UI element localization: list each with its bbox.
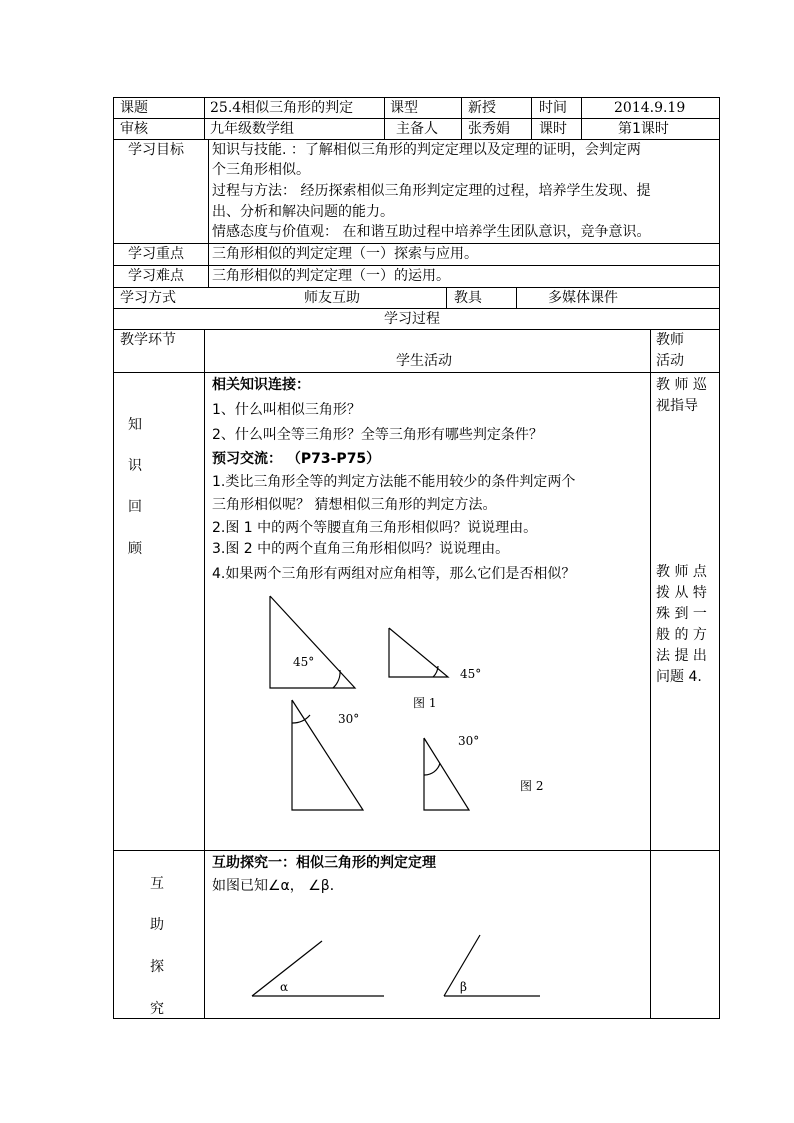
angle-alpha bbox=[252, 941, 384, 996]
explore-heading: 互助探究一：相似三角形的判定定理 bbox=[212, 855, 436, 871]
label-method: 学习方式 bbox=[120, 290, 176, 306]
col-stage: 教学环节 bbox=[120, 332, 176, 348]
fig2-angle-b: 30° bbox=[458, 734, 480, 748]
col-teacher-2: 活动 bbox=[656, 353, 684, 369]
stage-review-char-1: 知 bbox=[128, 417, 142, 433]
goals-line-5: 情感态度与价值观： 在和谐互助过程中培养学生团队意识，竞争意识。 bbox=[212, 224, 651, 240]
teacher-note-1a: 教 师 巡 bbox=[656, 377, 707, 393]
label-type: 课型 bbox=[390, 100, 418, 116]
stage-review-char-3: 回 bbox=[128, 499, 142, 515]
teacher-note-2-line-2: 拨 从 特 bbox=[656, 585, 707, 601]
label-alpha: α bbox=[280, 980, 289, 994]
teacher-note-2-line-4: 般 的 方 bbox=[656, 627, 707, 643]
fig2-caption: 图 2 bbox=[520, 779, 544, 793]
stage-explore-char-3: 探 bbox=[150, 959, 164, 975]
review-q2: 2、什么叫全等三角形？全等三角形有哪些判定条件？ bbox=[212, 427, 543, 443]
teacher-note-1b: 视指导 bbox=[656, 398, 698, 414]
review-q1: 1、什么叫相似三角形？ bbox=[212, 402, 361, 418]
goals-line-1: 知识与技能. ：了解相似三角形的判定定理以及定理的证明，会判定两 bbox=[212, 142, 641, 158]
process-title: 学习过程 bbox=[384, 311, 440, 327]
review-p1a: 1.类比三角形全等的判定方法能不能用较少的条件判定两个 bbox=[212, 474, 576, 490]
fig2-angle-a: 30° bbox=[338, 712, 360, 726]
stage-review-char-2: 识 bbox=[128, 458, 142, 474]
fig1-triangle-a bbox=[270, 596, 355, 688]
fig1-triangle-b bbox=[389, 628, 448, 677]
fig1-angle-a: 45° bbox=[293, 655, 315, 669]
difficulty-text: 三角形相似的判定定理（一）的运用。 bbox=[212, 268, 450, 284]
col-teacher-1: 教师 bbox=[656, 332, 684, 348]
label-period: 课时 bbox=[539, 121, 567, 137]
teacher-note-2-line-6: 问题 4. bbox=[656, 669, 702, 685]
review-p1b: 三角形相似呢？ 猜想相似三角形的判定方法。 bbox=[212, 497, 497, 513]
value-author: 张秀娟 bbox=[468, 121, 510, 137]
col-student: 学生活动 bbox=[396, 353, 452, 369]
teacher-note-2-line-5: 法 提 出 bbox=[656, 648, 707, 664]
stage-review-char-4: 顾 bbox=[128, 541, 142, 557]
stage-explore-char-1: 互 bbox=[150, 876, 164, 892]
review-p4: 4.如果两个三角形有两组对应角相等，那么它们是否相似？ bbox=[212, 566, 576, 582]
fig1-caption: 图 1 bbox=[413, 696, 437, 710]
value-time: 2014.9.19 bbox=[614, 100, 686, 116]
review-heading-2: 预习交流： （P73-P75） bbox=[212, 451, 381, 467]
label-goals: 学习目标 bbox=[128, 142, 184, 158]
label-focus: 学习重点 bbox=[128, 246, 184, 262]
stage-explore-char-4: 究 bbox=[150, 1001, 164, 1017]
value-period: 第1课时 bbox=[618, 121, 669, 137]
label-time: 时间 bbox=[539, 100, 567, 116]
focus-text: 三角形相似的判定定理（一）探索与应用。 bbox=[212, 246, 478, 262]
goals-line-3: 过程与方法： 经历探索相似三角形判定定理的过程，培养学生发现、提 bbox=[212, 183, 651, 199]
method-value: 师友互助 bbox=[304, 290, 360, 306]
label-difficulty: 学习难点 bbox=[128, 268, 184, 284]
review-heading-1: 相关知识连接： bbox=[212, 377, 310, 393]
review-p2: 2.图 1 中的两个等腰直角三角形相似吗？说说理由。 bbox=[212, 520, 538, 536]
explore-text: 如图已知∠α， ∠β． bbox=[212, 878, 344, 894]
goals-line-4: 出、分析和解决问题的能力。 bbox=[212, 204, 394, 220]
teacher-note-2-line-3: 殊 到 一 bbox=[656, 606, 707, 622]
fig1-angle-b: 45° bbox=[460, 667, 482, 681]
label-review: 审核 bbox=[120, 121, 148, 137]
review-p3: 3.图 2 中的两个直角三角形相似吗？说说理由。 bbox=[212, 541, 510, 557]
value-type: 新授 bbox=[468, 100, 496, 116]
teacher-note-2-line-1: 教 师 点 bbox=[656, 564, 707, 580]
value-topic: 25.4相似三角形的判定 bbox=[210, 100, 354, 116]
label-beta: β bbox=[460, 980, 467, 994]
stage-explore-char-2: 助 bbox=[150, 917, 164, 933]
angle-beta bbox=[444, 935, 540, 996]
label-tool: 教具 bbox=[454, 290, 482, 306]
label-author: 主备人 bbox=[396, 121, 438, 137]
value-review: 九年级数学组 bbox=[210, 121, 294, 137]
goals-line-2: 个三角形相似。 bbox=[212, 162, 310, 178]
label-topic: 课题 bbox=[120, 100, 148, 116]
tool-value: 多媒体课件 bbox=[548, 290, 618, 306]
